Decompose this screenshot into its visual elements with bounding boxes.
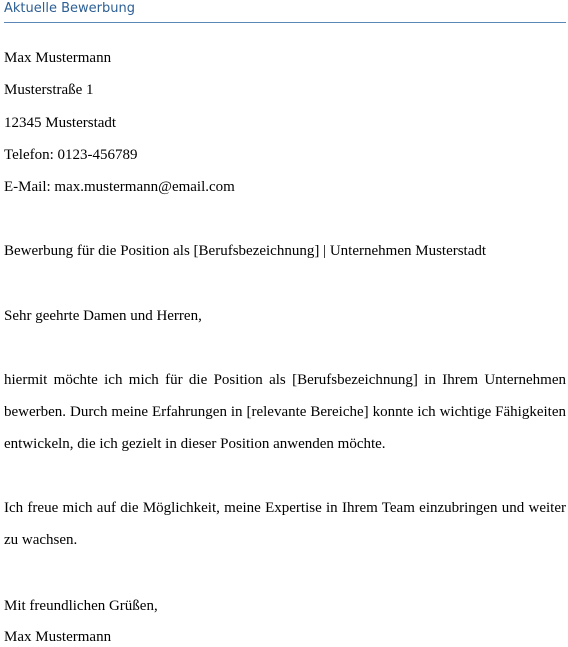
sender-phone: Telefon: 0123-456789	[4, 147, 138, 163]
document-header	[4, 0, 566, 23]
letter-salutation: Sehr geehrte Damen und Herren,	[4, 308, 202, 324]
document-title: Aktuelle Bewerbung	[4, 1, 135, 16]
sender-email: E-Mail: max.mustermann@email.com	[4, 179, 235, 195]
letter-signature: Max Mustermann	[4, 629, 112, 645]
letter-paragraph-2: Ich freue mich auf die Möglichkeit, meine Expertise in Ihrem Team einzubringen und weiter zu wachsen.	[4, 500, 566, 548]
sender-street: Musterstraße 1	[4, 82, 94, 98]
letter-closing: Mit freundlichen Grüßen,	[4, 598, 158, 614]
sender-city: 12345 Musterstadt	[4, 115, 117, 131]
sender-name: Max Mustermann	[4, 50, 112, 66]
letter-paragraph-1: hiermit möchte ich mich für die Position als [Berufsbezeichnung] in Ihrem Unternehmen bewerben. Durch meine Erfahrungen in [relevante Bereiche] konnte ich wichtige Fähigkeiten entwickeln, die ich gezielt in dieser Position anwenden möchte.	[4, 372, 566, 452]
letter-subject: Bewerbung für die Position als [Berufsbezeichnung] | Unternehmen Musterstadt	[4, 243, 487, 259]
